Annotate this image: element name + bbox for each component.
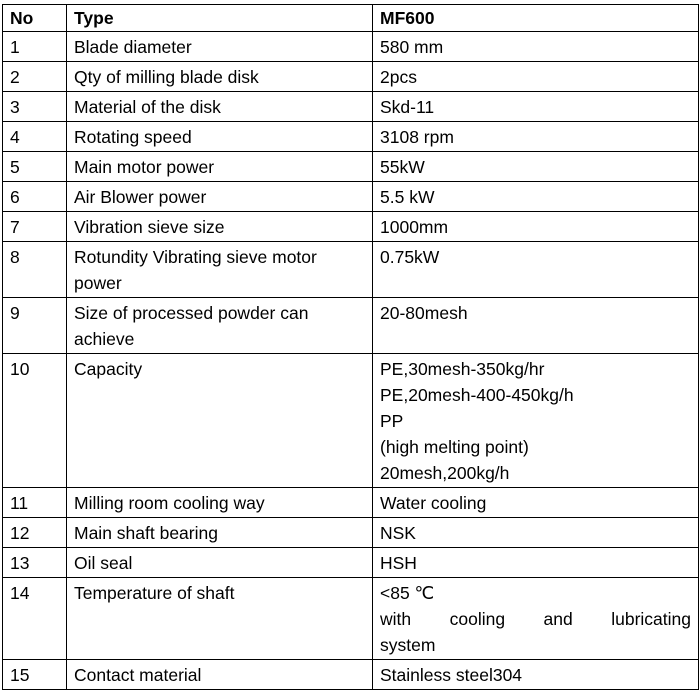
- value-line: 5.5 kW: [380, 187, 435, 207]
- value-line: 1000mm: [380, 217, 449, 237]
- row-value: [373, 32, 699, 62]
- table-row: [3, 122, 699, 152]
- row-value: [373, 354, 699, 488]
- row-type: Qty of milling blade disk: [67, 62, 373, 92]
- value-line: Skd-11: [380, 97, 435, 117]
- row-type: Size of processed powder can achieve: [67, 298, 373, 354]
- row-number: 9: [3, 298, 67, 354]
- row-number: 3: [3, 92, 67, 122]
- row-value: [373, 488, 699, 518]
- row-type: Main shaft bearing: [67, 518, 373, 548]
- row-type: Capacity: [67, 354, 373, 488]
- row-value: [373, 518, 699, 548]
- value-line: HSH: [380, 553, 417, 573]
- row-number: 14: [3, 578, 67, 660]
- row-value: [373, 548, 699, 578]
- row-number: 13: [3, 548, 67, 578]
- row-number: 1: [3, 32, 67, 62]
- row-number: 4: [3, 122, 67, 152]
- value-line: PE,30mesh-350kg/hr: [380, 359, 545, 379]
- spec-table: [2, 4, 699, 690]
- row-value: [373, 182, 699, 212]
- row-number: 8: [3, 242, 67, 298]
- row-value: [373, 242, 699, 298]
- value-line: 0.75kW: [380, 247, 440, 267]
- row-type: Air Blower power: [67, 182, 373, 212]
- value-line: 3108 rpm: [380, 127, 454, 147]
- row-value: [373, 660, 699, 690]
- value-line: Stainless steel304: [380, 665, 523, 685]
- table-row: [3, 182, 699, 212]
- row-number: 10: [3, 354, 67, 488]
- header-no: No: [3, 5, 67, 32]
- header-row: [3, 5, 699, 32]
- value-line: PE,20mesh-400-450kg/h: [380, 385, 574, 405]
- row-value: [373, 212, 699, 242]
- row-value: [373, 92, 699, 122]
- value-line: with cooling and lubricating: [380, 609, 691, 629]
- row-number: 7: [3, 212, 67, 242]
- row-type: Rotating speed: [67, 122, 373, 152]
- row-type: Material of the disk: [67, 92, 373, 122]
- table-row: [3, 488, 699, 518]
- header-type: Type: [67, 5, 373, 32]
- header-model: MF600: [373, 5, 699, 32]
- row-value: [373, 298, 699, 354]
- row-number: 5: [3, 152, 67, 182]
- table-row: [3, 62, 699, 92]
- table-row: [3, 92, 699, 122]
- value-line: Water cooling: [380, 493, 487, 513]
- table-row: [3, 548, 699, 578]
- table-body: [3, 32, 699, 690]
- row-value: [373, 122, 699, 152]
- table-header: [3, 5, 699, 32]
- row-value: [373, 152, 699, 182]
- row-value: [373, 62, 699, 92]
- value-line: 20mesh,200kg/h: [380, 463, 510, 483]
- table-row: [3, 354, 699, 488]
- value-line: 20-80mesh: [380, 303, 468, 323]
- row-type: Contact material: [67, 660, 373, 690]
- value-line: <85 ℃: [380, 583, 435, 603]
- row-number: 11: [3, 488, 67, 518]
- table-row: [3, 578, 699, 660]
- table-row: [3, 32, 699, 62]
- row-type: Blade diameter: [67, 32, 373, 62]
- value-line: system: [380, 635, 436, 655]
- row-type: Temperature of shaft: [67, 578, 373, 660]
- table-row: [3, 660, 699, 690]
- row-type: Rotundity Vibrating sieve motor power: [67, 242, 373, 298]
- value-line: 580 mm: [380, 37, 444, 57]
- table-row: [3, 212, 699, 242]
- table-row: [3, 242, 699, 298]
- table-row: [3, 298, 699, 354]
- value-line: PP: [380, 411, 404, 431]
- row-value: [373, 578, 699, 660]
- table-row: [3, 152, 699, 182]
- value-line: NSK: [380, 523, 416, 543]
- row-number: 6: [3, 182, 67, 212]
- row-type: Oil seal: [67, 548, 373, 578]
- row-number: 12: [3, 518, 67, 548]
- value-line: 55kW: [380, 157, 425, 177]
- value-line: 2pcs: [380, 67, 417, 87]
- row-number: 2: [3, 62, 67, 92]
- row-type: Vibration sieve size: [67, 212, 373, 242]
- table-row: [3, 518, 699, 548]
- row-number: 15: [3, 660, 67, 690]
- value-line: (high melting point): [380, 437, 529, 457]
- row-type: Main motor power: [67, 152, 373, 182]
- row-type: Milling room cooling way: [67, 488, 373, 518]
